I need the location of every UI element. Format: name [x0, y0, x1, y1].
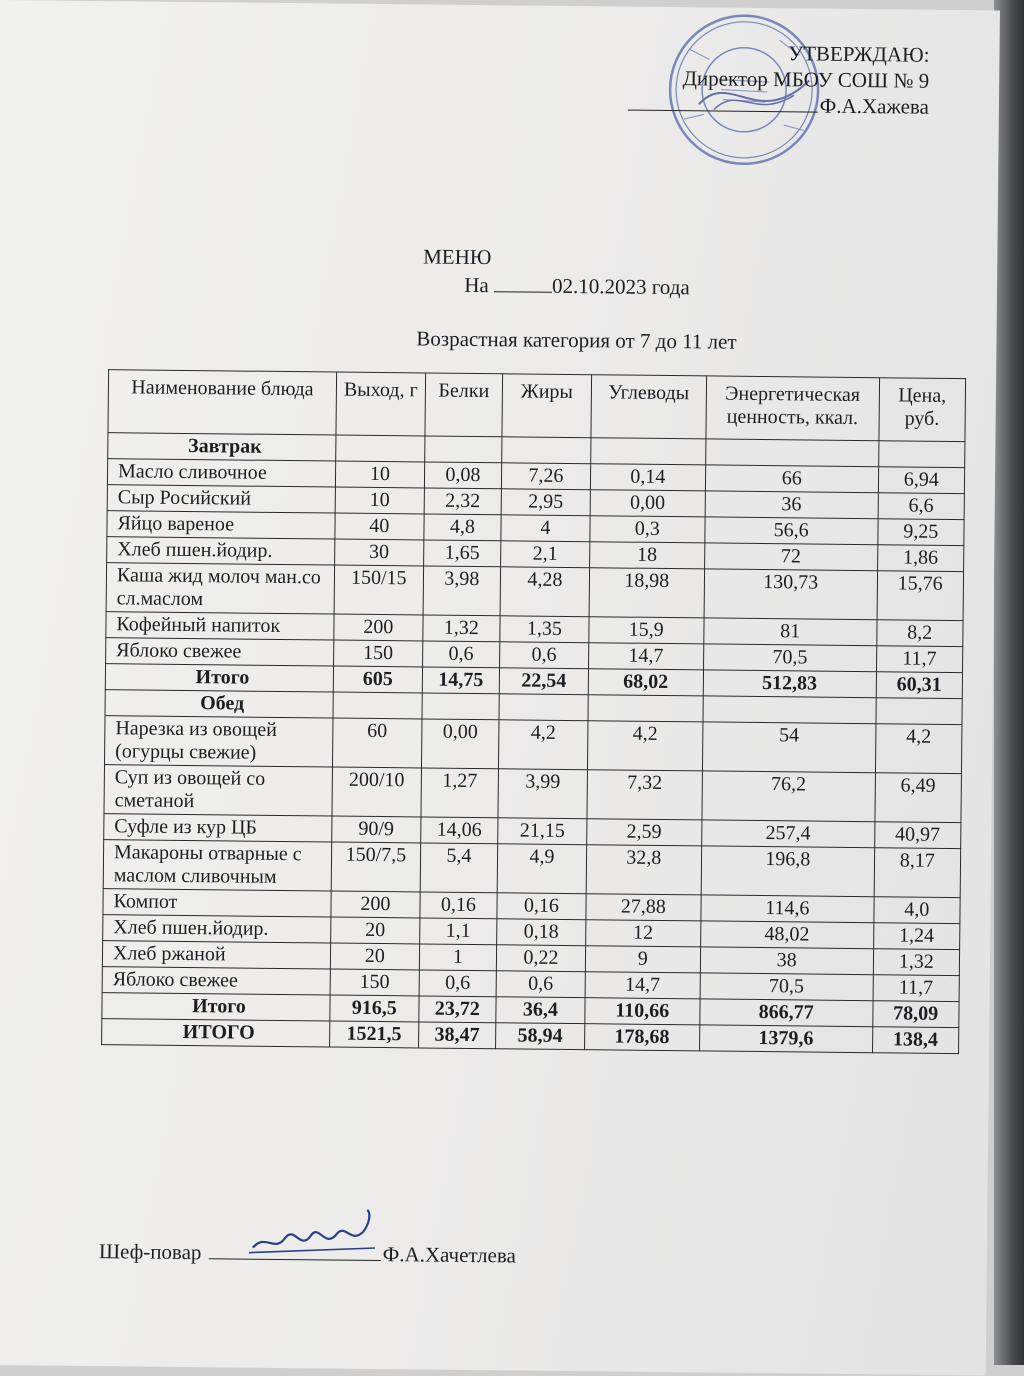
cell-protein: 0,16 [420, 892, 498, 919]
empty-cell [876, 698, 963, 725]
col-header-carbs: Углеводы [591, 375, 707, 439]
cell-price: 11,7 [876, 646, 963, 673]
cell-energy: 512,83 [703, 670, 876, 698]
cell-fat: 4,2 [499, 720, 588, 770]
empty-cell [333, 692, 422, 719]
cell-energy: 196,8 [701, 846, 874, 897]
table-row [106, 563, 963, 621]
cell-yield: 20 [331, 917, 420, 944]
cell-carbs: 178,68 [584, 1024, 699, 1051]
cell-yield: 40 [335, 513, 424, 540]
cell-dish-name: Яблоко свежее [102, 967, 330, 995]
cell-price: 6,94 [878, 467, 965, 494]
table-header-row [108, 370, 966, 442]
cell-energy: 114,6 [701, 895, 874, 923]
cell-carbs: 4,2 [587, 721, 703, 771]
menu-title: МЕНЮ [423, 244, 492, 270]
cell-energy: 866,77 [700, 999, 873, 1027]
cell-fat: 2,1 [501, 541, 590, 568]
cell-carbs: 7,32 [587, 770, 703, 820]
cell-carbs: 12 [585, 920, 700, 947]
cell-dish-name: Масло сливочное [107, 459, 335, 487]
cell-protein: 2,32 [424, 488, 502, 515]
cell-dish-name: Хлеб ржаной [102, 941, 330, 969]
col-header-protein: Белки [425, 373, 503, 437]
cell-yield: 20 [330, 943, 419, 970]
cell-yield: 200 [331, 891, 420, 918]
cell-protein: 1,32 [422, 615, 500, 642]
menu-table-body [102, 433, 965, 1054]
cell-fat: 0,6 [500, 642, 589, 669]
empty-cell [590, 438, 705, 465]
empty-cell [499, 694, 588, 721]
cell-fat: 21,15 [498, 818, 587, 845]
empty-cell [878, 441, 965, 468]
cell-yield: 30 [335, 539, 424, 566]
cell-carbs: 0,00 [590, 490, 705, 517]
cell-yield: 150 [330, 969, 419, 996]
cell-price: 6,6 [878, 493, 965, 520]
cell-carbs: 9 [585, 946, 700, 973]
cell-fat: 4 [501, 515, 590, 542]
approval-heading: УТВЕРЖДАЮ: [788, 41, 930, 67]
cell-price: 4,0 [873, 897, 960, 924]
cell-dish-name: Сыр Росийский [107, 485, 335, 513]
cell-dish-name: Яблоко свежее [106, 638, 334, 666]
cell-carbs: 14,7 [585, 972, 700, 999]
cell-protein: 1,27 [421, 768, 499, 818]
cell-yield: 150 [334, 640, 423, 667]
cell-price: 9,25 [877, 519, 964, 546]
col-header-dish: Наименование блюда [108, 370, 337, 435]
cell-protein: 0,08 [424, 462, 502, 489]
cell-energy: 38 [700, 947, 873, 975]
cell-dish-name: Итого [105, 664, 333, 692]
cell-carbs: 32,8 [586, 845, 702, 895]
chef-name: Ф.А.Хачетлева [382, 1242, 517, 1268]
empty-cell [588, 695, 703, 722]
cell-price: 4,2 [875, 724, 962, 774]
cell-dish-name: ИТОГО [102, 1019, 330, 1047]
section-lunch-label: Обед [105, 690, 333, 718]
empty-cell [502, 437, 591, 464]
cell-yield: 1521,5 [330, 1021, 419, 1048]
cell-energy: 70,5 [703, 644, 876, 672]
cell-protein: 14,06 [420, 817, 498, 844]
cell-dish-name: Компот [103, 889, 331, 917]
cell-price: 78,09 [872, 1001, 959, 1028]
cell-carbs: 0,14 [590, 464, 705, 491]
cell-dish-name: Нарезка из овощей (огурцы свежие) [104, 716, 333, 767]
date-value: 02.10.2023 года [551, 273, 690, 300]
col-header-fat: Жиры [502, 374, 591, 438]
cell-dish-name: Каша жид молоч ман.со сл.маслом [106, 563, 335, 614]
cell-yield: 605 [333, 666, 422, 693]
chef-label: Шеф-повар [98, 1239, 202, 1265]
cell-carbs: 18 [589, 542, 704, 569]
cell-price: 11,7 [873, 975, 960, 1002]
cell-carbs: 0,3 [590, 516, 705, 543]
cell-dish-name: Яйцо вареное [107, 511, 335, 539]
cell-protein: 3,98 [423, 566, 501, 616]
cell-price: 1,86 [877, 545, 964, 572]
date-blank-line [494, 277, 552, 293]
approval-position: Директор МБОУ СОШ № 9 [682, 66, 930, 93]
table-row [104, 716, 961, 774]
cell-fat: 7,26 [502, 463, 591, 490]
cell-yield: 150/15 [334, 565, 423, 615]
approval-director-name: Ф.А.Хажева [819, 93, 930, 119]
cell-dish-name: Суфле из кур ЦБ [104, 814, 332, 842]
cell-fat: 0,22 [497, 945, 586, 972]
empty-cell [422, 693, 500, 720]
empty-cell [336, 435, 425, 462]
cell-price: 60,31 [876, 672, 963, 699]
cell-fat: 0,18 [497, 919, 586, 946]
cell-protein: 1,65 [423, 540, 501, 567]
cell-dish-name: Хлеб пшен.йодир. [107, 537, 335, 565]
empty-cell [424, 436, 502, 463]
col-header-yield: Выход, г [336, 372, 425, 436]
cell-yield: 150/7,5 [331, 842, 420, 892]
cell-yield: 60 [333, 718, 422, 768]
cell-yield: 200/10 [332, 767, 421, 817]
cell-yield: 10 [335, 487, 424, 514]
cell-energy: 257,4 [702, 820, 875, 848]
cell-energy: 36 [705, 491, 878, 519]
empty-cell [703, 696, 876, 724]
cell-energy: 72 [704, 543, 877, 571]
table-row [104, 765, 961, 823]
cell-protein: 0,00 [421, 719, 499, 769]
cell-fat: 22,54 [499, 668, 588, 695]
cell-energy: 54 [702, 722, 875, 773]
cell-yield: 90/9 [332, 816, 421, 843]
cell-fat: 4,28 [500, 567, 589, 617]
cell-price: 1,24 [873, 923, 960, 950]
cell-protein: 4,8 [424, 514, 502, 541]
cell-price: 1,32 [873, 949, 960, 976]
approval-signature-row [628, 91, 930, 120]
cell-dish-name: Хлеб пшен.йодир. [103, 915, 331, 943]
cell-fat: 2,95 [501, 489, 590, 516]
col-header-price: Цена, руб. [879, 378, 966, 442]
cell-energy: 70,5 [700, 973, 873, 1001]
cell-carbs: 18,98 [589, 568, 705, 618]
cell-dish-name: Макароны отварные с маслом сливочным [103, 840, 332, 891]
cell-fat: 0,6 [496, 971, 585, 998]
cell-price: 6,49 [875, 773, 962, 823]
cell-protein: 14,75 [422, 667, 500, 694]
table-row [103, 840, 960, 898]
cell-price: 8,2 [876, 620, 963, 647]
cell-protein: 5,4 [420, 843, 498, 893]
background-edge [994, 0, 1024, 1365]
cell-fat: 3,99 [498, 769, 587, 819]
cell-yield: 916,5 [330, 995, 419, 1022]
cell-protein: 38,47 [418, 1022, 496, 1049]
section-breakfast-label: Завтрак [108, 433, 336, 461]
cell-fat: 0,16 [497, 893, 586, 920]
empty-cell [706, 439, 879, 467]
col-header-energy: Энергетическая ценность, ккал. [706, 376, 879, 441]
cell-energy: 1379,6 [699, 1025, 872, 1053]
cell-carbs: 68,02 [588, 669, 703, 696]
cell-price: 40,97 [874, 822, 961, 849]
cell-fat: 58,94 [496, 1023, 585, 1050]
cell-price: 138,4 [872, 1027, 959, 1054]
cell-price: 15,76 [877, 571, 964, 621]
cell-carbs: 2,59 [586, 819, 701, 846]
age-category: Возрастная категория от 7 до 11 лет [416, 326, 737, 354]
date-prefix: На [464, 272, 489, 298]
cell-fat: 1,35 [500, 616, 589, 643]
chef-signature-block [99, 1239, 516, 1268]
cell-energy: 81 [704, 618, 877, 646]
cell-dish-name: Кофейный напиток [106, 612, 334, 640]
cell-carbs: 14,7 [588, 643, 703, 670]
cell-protein: 1,1 [419, 918, 497, 945]
cell-carbs: 15,9 [589, 617, 704, 644]
cell-protein: 1 [419, 944, 497, 971]
menu-table [101, 369, 966, 1054]
cell-dish-name: Суп из овощей со сметаной [104, 765, 333, 816]
cell-yield: 10 [335, 461, 424, 488]
cell-carbs: 27,88 [586, 894, 701, 921]
chef-signature-line [209, 1244, 381, 1261]
cell-dish-name: Итого [102, 993, 330, 1021]
cell-energy: 48,02 [700, 921, 873, 949]
cell-protein: 0,6 [422, 641, 500, 668]
cell-yield: 200 [334, 614, 423, 641]
approval-block [628, 39, 930, 120]
cell-energy: 130,73 [704, 569, 877, 620]
cell-fat: 36,4 [496, 997, 585, 1024]
cell-energy: 66 [705, 465, 878, 493]
cell-fat: 4,9 [497, 844, 586, 894]
cell-protein: 23,72 [418, 996, 496, 1023]
cell-protein: 0,6 [419, 970, 497, 997]
cell-carbs: 110,66 [585, 998, 700, 1025]
cell-energy: 76,2 [702, 771, 875, 822]
cell-price: 8,17 [874, 848, 961, 898]
approval-signature-line [628, 94, 818, 113]
cell-energy: 56,6 [705, 517, 878, 545]
